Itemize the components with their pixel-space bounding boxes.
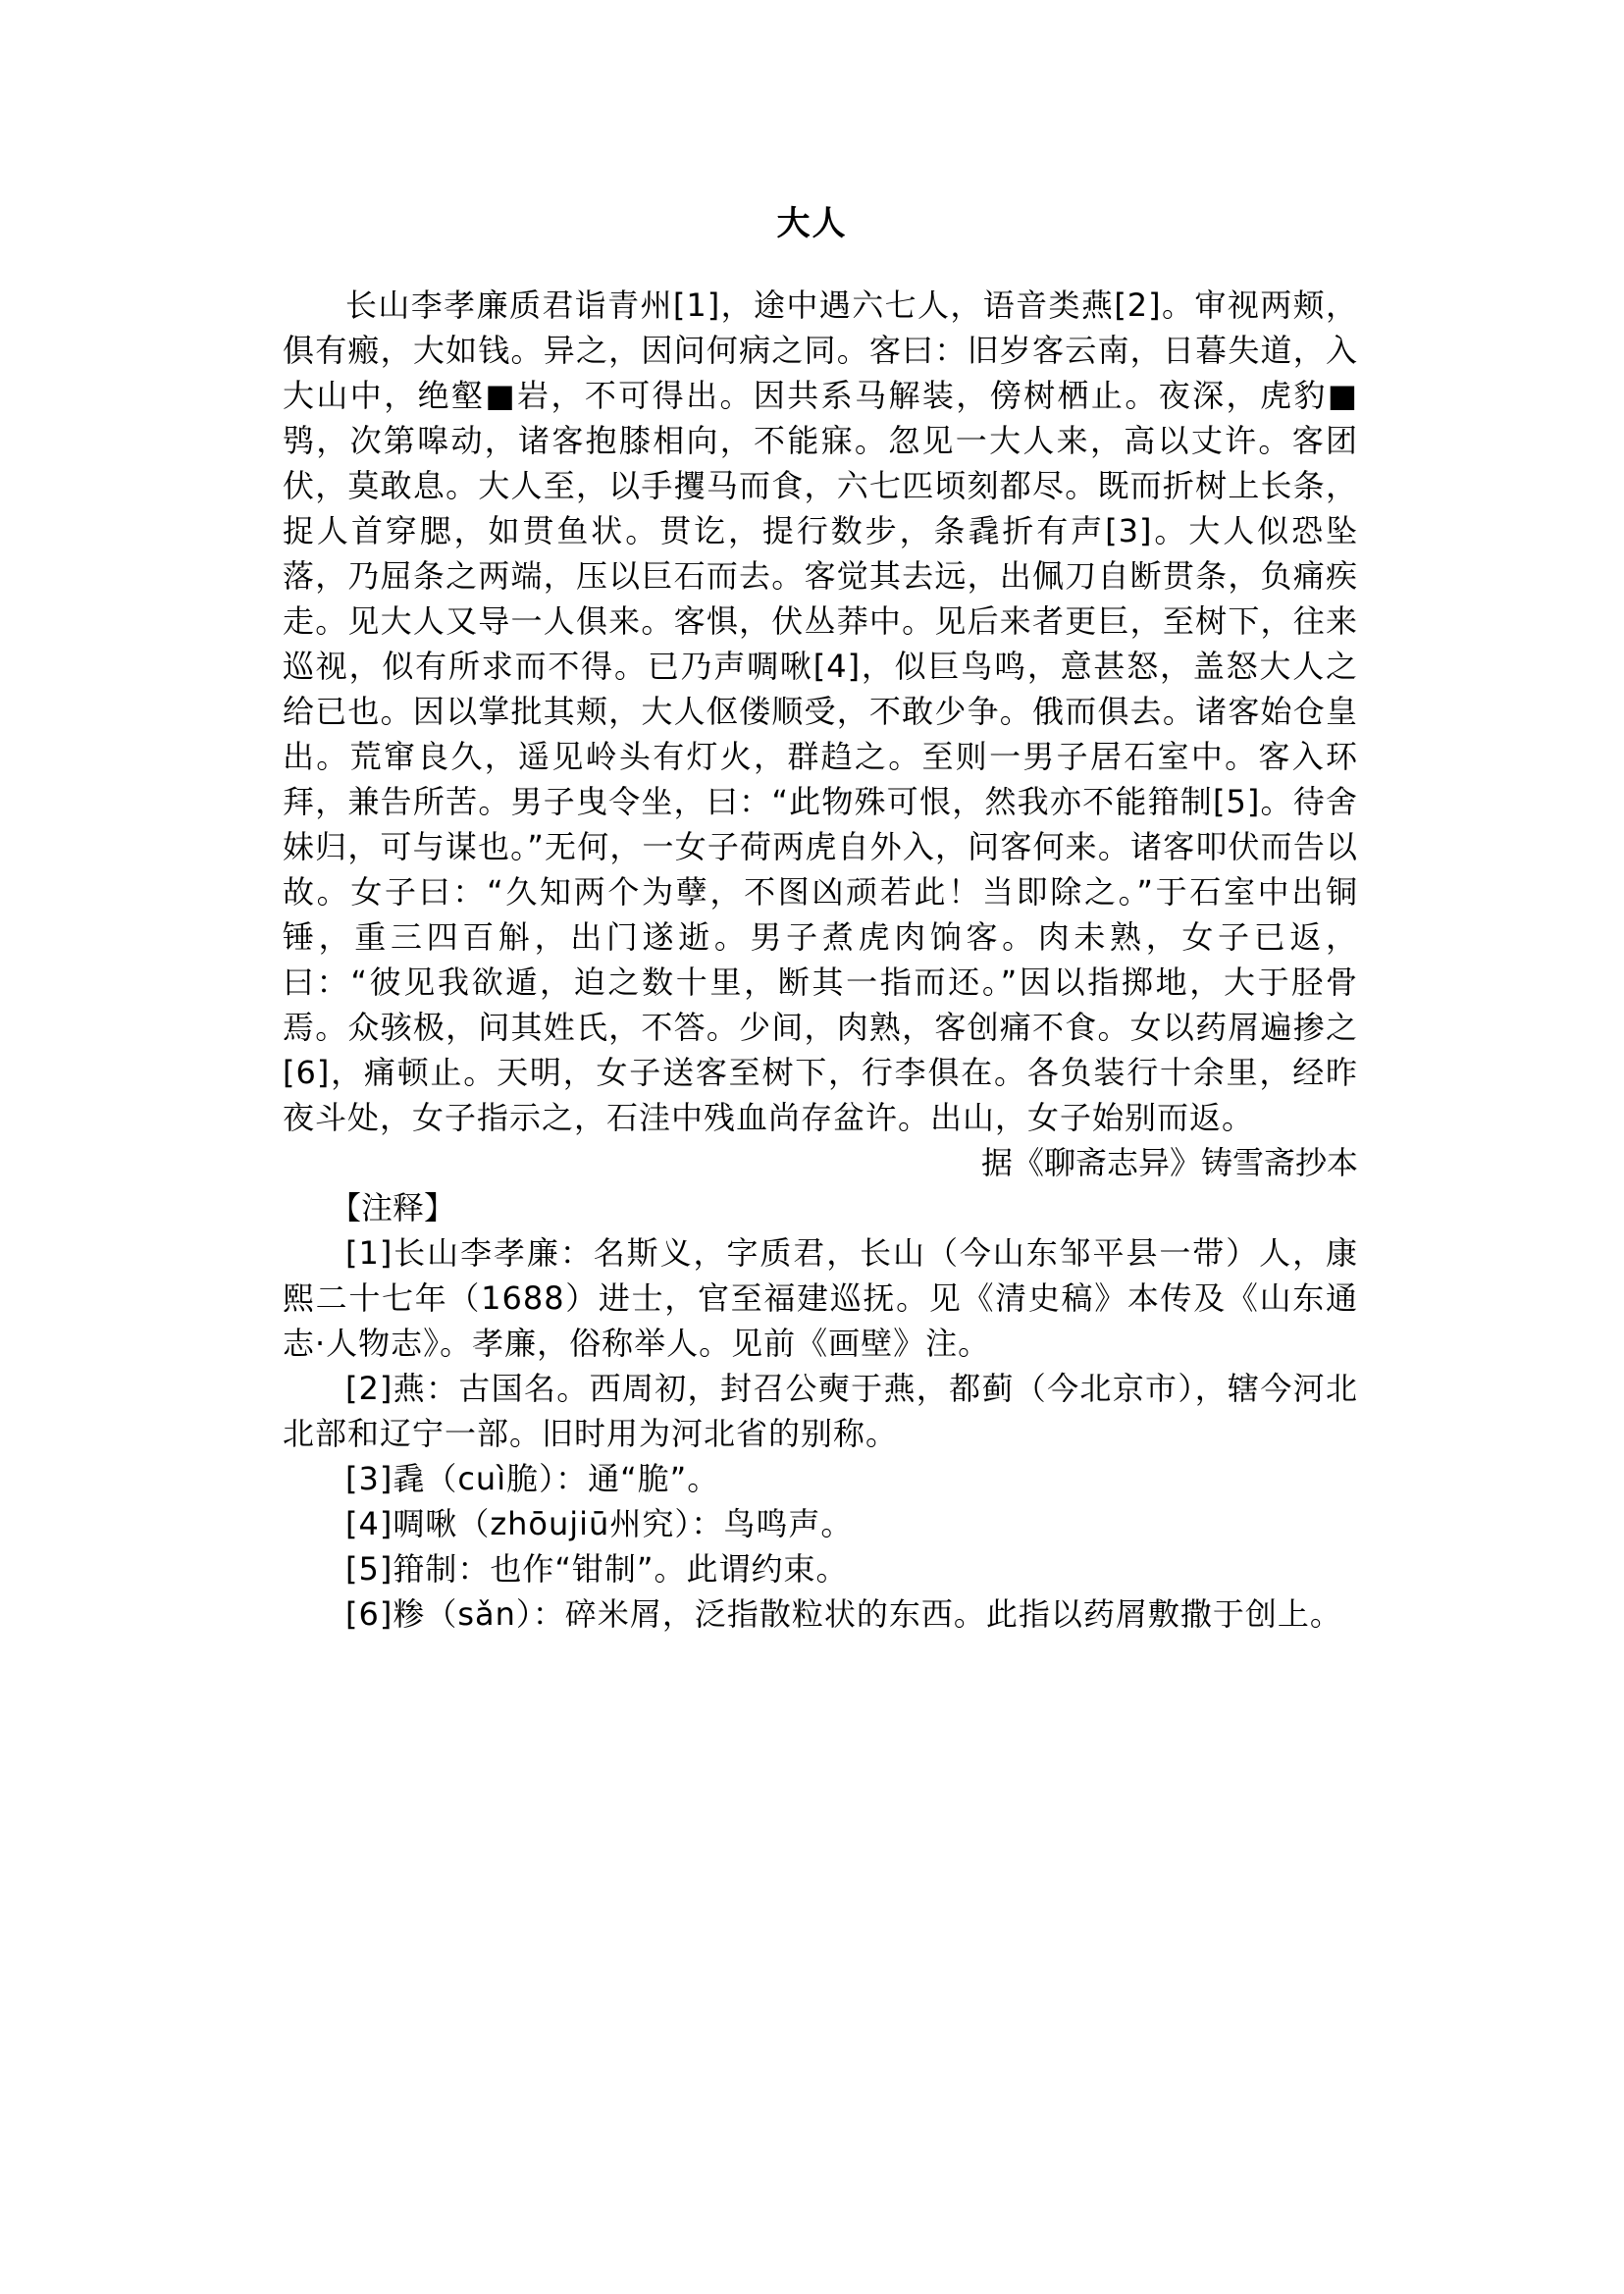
document-body [283, 283, 1358, 1637]
document-title: 大人 [776, 204, 848, 243]
notes-heading: 【注释】 [330, 1189, 456, 1226]
note-2: [2]燕：古国名。西周初，封召公奭于燕，都蓟（今北京市），辖今河北北部和辽宁一部。旧时用为河北省的别称。 [283, 1370, 1358, 1452]
note-3: [3]毳（cuì脆）：通“脆”。 [345, 1460, 720, 1497]
note-5: [5]箝制：也作“钳制”。此谓约束。 [345, 1550, 849, 1588]
note-4: [4]啁啾（zhōujiū州究）：鸟鸣声。 [345, 1505, 854, 1542]
source-citation: 据《聊斋志异》铸雪斋抄本 [980, 1144, 1358, 1181]
main-paragraph: 长山李孝廉质君诣青州[1]，途中遇六七人，语音类燕[2]。审视两颊，俱有瘢，大如钱。异之，因问何病之同。客曰：旧岁客云南，日暮失道，入大山中，绝壑■岩，不可得出。因共系马解装，傍树栖止。夜深，虎豹■鸮，次第嗥动，诸客抱膝相向，不能寐。忽见一大人来，高以丈许。客团伏，莫敢息。大人至，以手攫马而食，六七匹顷刻都尽。既而折树上长条，捉人首穿腮，如贯鱼状。贯讫，提行数步，条毳折有声[3]。大人似恐坠落，乃屈条之两端，压以巨石而去。客觉其去远，出佩刀自断贯条，负痛疾走。见大人又导一人俱来。客惧，伏丛莽中。见后来者更巨，至树下，往来巡视，似有所求而不得。已乃声啁啾[4]，似巨鸟鸣，意甚怒，盖怒大人之给已也。因以掌批其颊，大人伛偻顺受，不敢少争。俄而俱去。诸客始仓皇出。荒窜良久，遥见岭头有灯火，群趋之。至则一男子居石室中。客入环拜，兼告所苦。男子曳令坐，曰：“此物殊可恨，然我亦不能箝制[5]。待舍妹归，可与谋也。”无何，一女子荷两虎自外入，问客何来。诸客叩伏而告以故。女子曰：“久知两个为孽，不图凶顽若此！当即除之。”于石室中出铜锤，重三四百斛，出门遂逝。男子煮虎肉饷客。肉未熟，女子已返，曰：“彼见我欲遁，迫之数十里，断其一指而还。”因以指掷地，大于胫骨焉。众骇极，问其姓氏，不答。少间，肉熟，客创痛不食。女以药屑遍掺之[6]，痛顿止。天明，女子送客至树下，行李俱在。各负装行十余里，经昨夜斗处，女子指示之，石洼中残血尚存盆许。出山，女子始别而返。 [283, 287, 1358, 1136]
note-1: [1]长山李孝廉：名斯义，字质君，长山（今山东邹平县一带）人，康熙二十七年（1688）进士，官至福建巡抚。见《清史稿》本传及《山东通志·人物志》。孝廉，俗称举人。见前《画壁》注。 [283, 1234, 1358, 1362]
note-6: [6]糁（sǎn）：碎米屑，泛指散粒状的东西。此指以药屑敷撒于创上。 [345, 1595, 1342, 1633]
